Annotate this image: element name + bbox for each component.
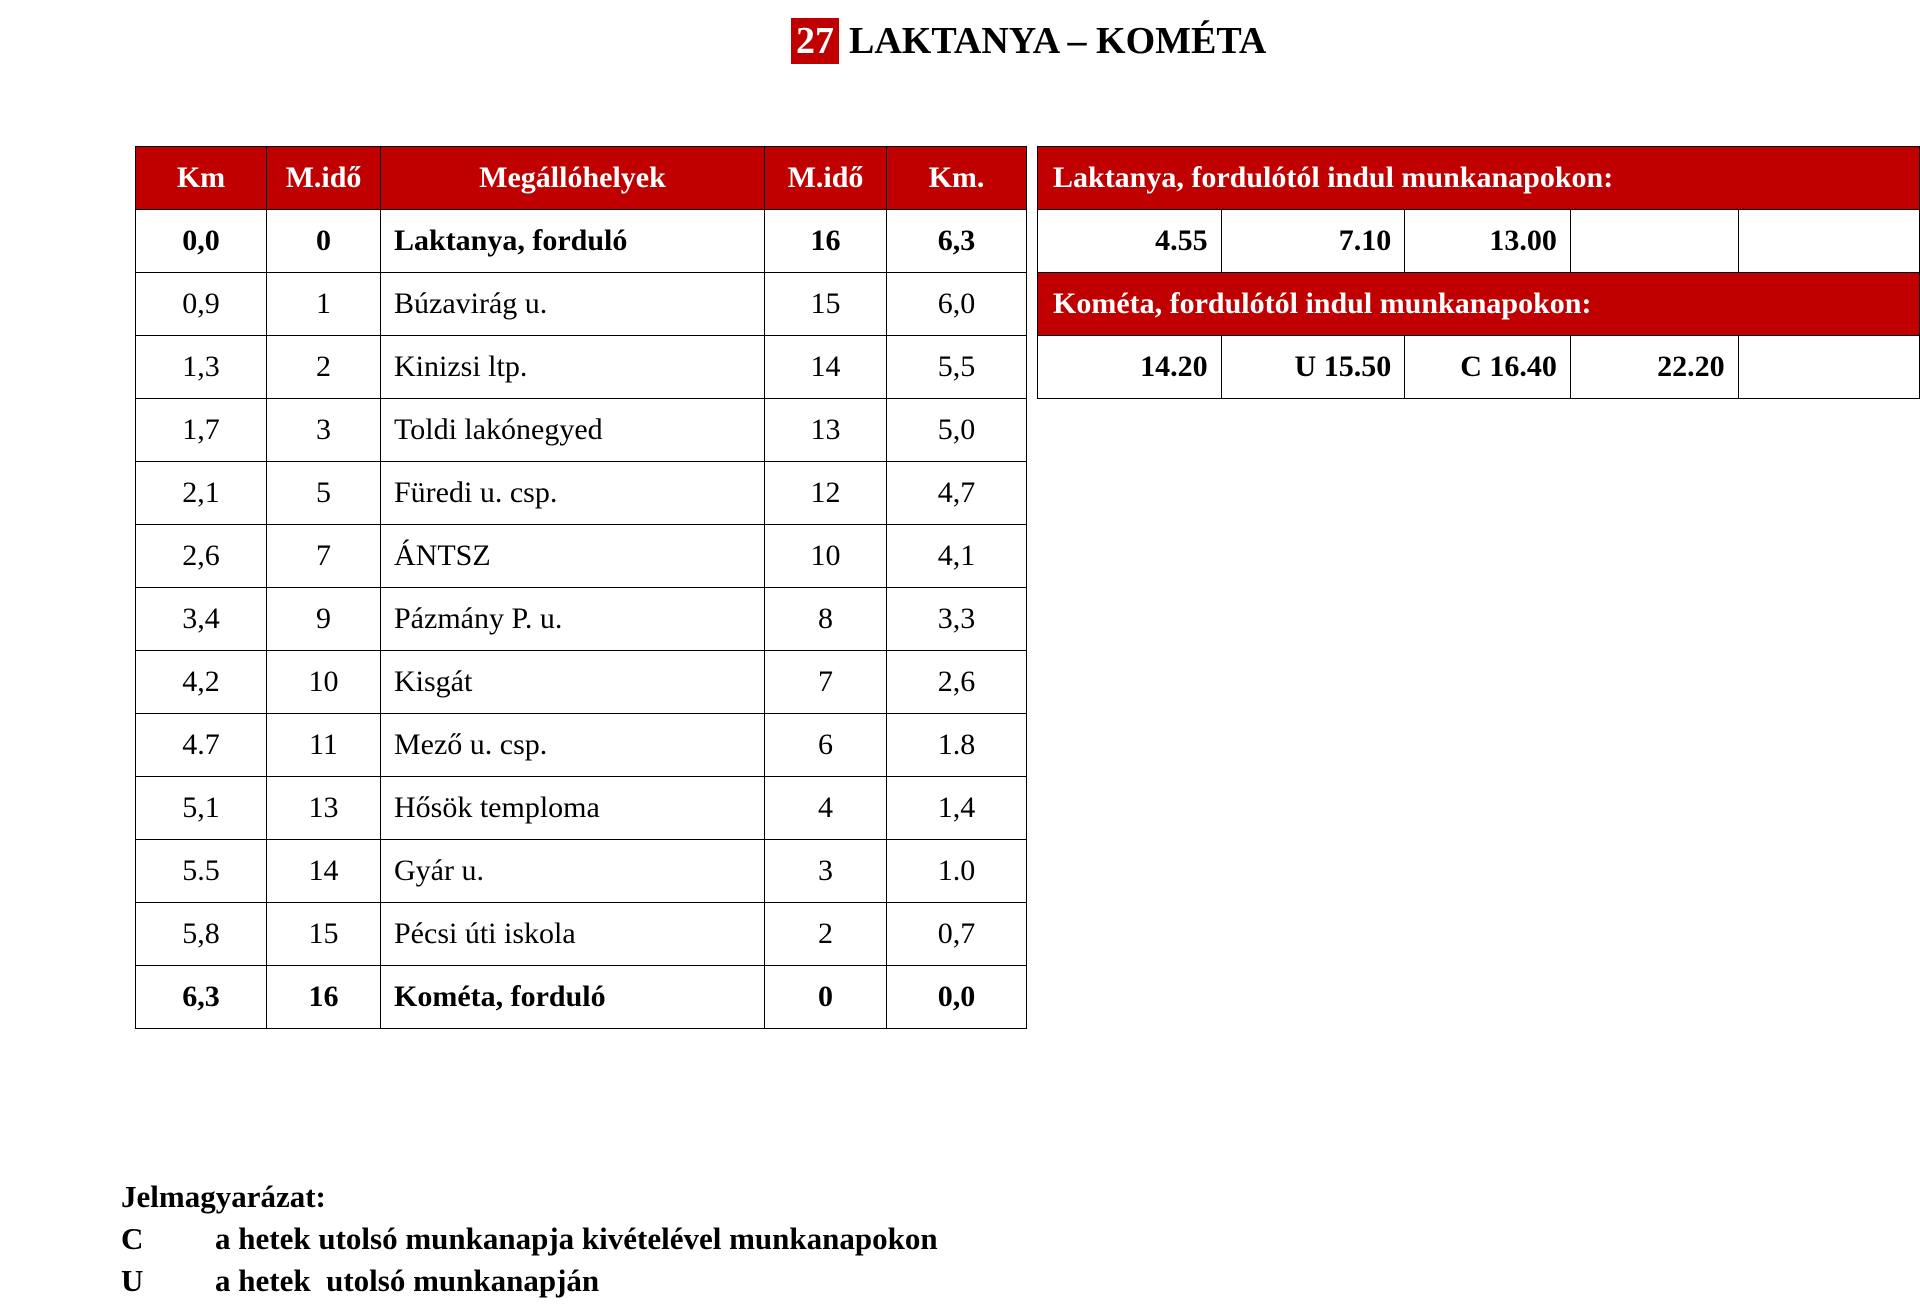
- stop-km-back: 1.8: [887, 714, 1027, 777]
- stop-km: 3,4: [136, 588, 267, 651]
- table-row: [136, 336, 1027, 399]
- stop-travel-time: 9: [267, 588, 381, 651]
- legend-text: a hetek utolsó munkanapja kivételével munkanapokon: [215, 1221, 938, 1256]
- stop-km-back: 6,3: [887, 210, 1027, 273]
- stop-travel-time: 13: [267, 777, 381, 840]
- legend-code: C: [121, 1221, 144, 1256]
- stops-header-row: [136, 147, 1027, 210]
- stop-km-back: 2,6: [887, 651, 1027, 714]
- kometa-heading-row: [1038, 273, 1920, 336]
- stop-name: Mező u. csp.: [381, 714, 765, 777]
- table-row: [136, 903, 1027, 966]
- stop-travel-time: 2: [267, 336, 381, 399]
- stop-name: Füredi u. csp.: [381, 462, 765, 525]
- table-row: [136, 525, 1027, 588]
- departure-time: 7.10: [1221, 210, 1405, 273]
- stop-travel-time-back: 4: [765, 777, 887, 840]
- stop-travel-time-back: 15: [765, 273, 887, 336]
- stop-km-back: 6,0: [887, 273, 1027, 336]
- departure-time: [1738, 336, 1919, 399]
- stop-travel-time-back: 12: [765, 462, 887, 525]
- stop-km-back: 0,7: [887, 903, 1027, 966]
- stop-name: Kisgát: [381, 651, 765, 714]
- stop-km: 5.5: [136, 840, 267, 903]
- header-km-back: Km.: [887, 147, 1027, 210]
- table-row: [136, 651, 1027, 714]
- stop-km: 4,2: [136, 651, 267, 714]
- stop-travel-time: 0: [267, 210, 381, 273]
- stop-km: 1,7: [136, 399, 267, 462]
- stop-travel-time-back: 7: [765, 651, 887, 714]
- stop-km: 4.7: [136, 714, 267, 777]
- table-row: [136, 273, 1027, 336]
- laktanya-times-row: [1038, 210, 1920, 273]
- header-km: Km: [136, 147, 267, 210]
- legend-code: U: [121, 1263, 144, 1298]
- stop-travel-time-back: 13: [765, 399, 887, 462]
- stop-km: 6,3: [136, 966, 267, 1029]
- stop-name: Búzavirág u.: [381, 273, 765, 336]
- table-row: [136, 399, 1027, 462]
- stop-km-back: 5,0: [887, 399, 1027, 462]
- stop-km-back: 5,5: [887, 336, 1027, 399]
- stop-travel-time: 14: [267, 840, 381, 903]
- stop-travel-time-back: 14: [765, 336, 887, 399]
- stop-km-back: 3,3: [887, 588, 1027, 651]
- stop-km: 2,1: [136, 462, 267, 525]
- stop-travel-time-back: 2: [765, 903, 887, 966]
- stop-travel-time: 5: [267, 462, 381, 525]
- table-row: [136, 777, 1027, 840]
- table-row: [136, 840, 1027, 903]
- departure-time: C 16.40: [1405, 336, 1571, 399]
- stop-km: 0,9: [136, 273, 267, 336]
- legend-item: [121, 1218, 938, 1260]
- stop-name: Laktanya, forduló: [381, 210, 765, 273]
- departure-time: U 15.50: [1221, 336, 1405, 399]
- departure-time: 13.00: [1405, 210, 1571, 273]
- legend-item: [121, 1260, 938, 1302]
- stop-travel-time-back: 8: [765, 588, 887, 651]
- stop-name: Pécsi úti iskola: [381, 903, 765, 966]
- table-row: [136, 462, 1027, 525]
- kometa-times-row: [1038, 336, 1920, 399]
- laktanya-departures-heading: Laktanya, fordulótól indul munkanapokon:: [1038, 147, 1920, 210]
- departures-table: [1037, 146, 1920, 399]
- stop-travel-time: 3: [267, 399, 381, 462]
- stop-travel-time: 1: [267, 273, 381, 336]
- stop-km-back: 1,4: [887, 777, 1027, 840]
- stop-name: Gyár u.: [381, 840, 765, 903]
- legend-title: Jelmagyarázat:: [121, 1179, 326, 1214]
- table-row: [136, 588, 1027, 651]
- stop-travel-time: 11: [267, 714, 381, 777]
- table-row: [136, 714, 1027, 777]
- route-name: LAKTANYA – KOMÉTA: [849, 20, 1267, 62]
- departure-time: 14.20: [1038, 336, 1222, 399]
- stop-name: Hősök temploma: [381, 777, 765, 840]
- header-mido-back: M.idő: [765, 147, 887, 210]
- route-number-badge: 27: [791, 18, 839, 64]
- legend: [121, 1176, 938, 1302]
- stop-travel-time-back: 10: [765, 525, 887, 588]
- stop-name: Toldi lakónegyed: [381, 399, 765, 462]
- stop-name: Kinizsi ltp.: [381, 336, 765, 399]
- header-mido: M.idő: [267, 147, 381, 210]
- stop-travel-time: 15: [267, 903, 381, 966]
- stop-km: 5,8: [136, 903, 267, 966]
- stop-km: 1,3: [136, 336, 267, 399]
- stop-travel-time: 7: [267, 525, 381, 588]
- laktanya-heading-row: [1038, 147, 1920, 210]
- departure-time: 22.20: [1570, 336, 1738, 399]
- stops-table: [135, 146, 1027, 1029]
- stop-km-back: 4,7: [887, 462, 1027, 525]
- header-stops: Megállóhelyek: [381, 147, 765, 210]
- departure-time: 4.55: [1038, 210, 1222, 273]
- stop-km-back: 0,0: [887, 966, 1027, 1029]
- stop-travel-time-back: 3: [765, 840, 887, 903]
- stop-km: 5,1: [136, 777, 267, 840]
- departure-time: [1570, 210, 1738, 273]
- stop-km: 0,0: [136, 210, 267, 273]
- stop-km: 2,6: [136, 525, 267, 588]
- stop-travel-time-back: 16: [765, 210, 887, 273]
- legend-text: a hetek utolsó munkanapján: [215, 1263, 600, 1298]
- stop-name: ÁNTSZ: [381, 525, 765, 588]
- kometa-departures-heading: Kométa, fordulótól indul munkanapokon:: [1038, 273, 1920, 336]
- departure-time: [1738, 210, 1919, 273]
- stop-travel-time-back: 6: [765, 714, 887, 777]
- stop-travel-time: 16: [267, 966, 381, 1029]
- stop-name: Kométa, forduló: [381, 966, 765, 1029]
- page-title: [791, 18, 1266, 64]
- table-row: [136, 210, 1027, 273]
- stop-km-back: 4,1: [887, 525, 1027, 588]
- stop-travel-time: 10: [267, 651, 381, 714]
- stop-travel-time-back: 0: [765, 966, 887, 1029]
- stop-name: Pázmány P. u.: [381, 588, 765, 651]
- table-row: [136, 966, 1027, 1029]
- stop-km-back: 1.0: [887, 840, 1027, 903]
